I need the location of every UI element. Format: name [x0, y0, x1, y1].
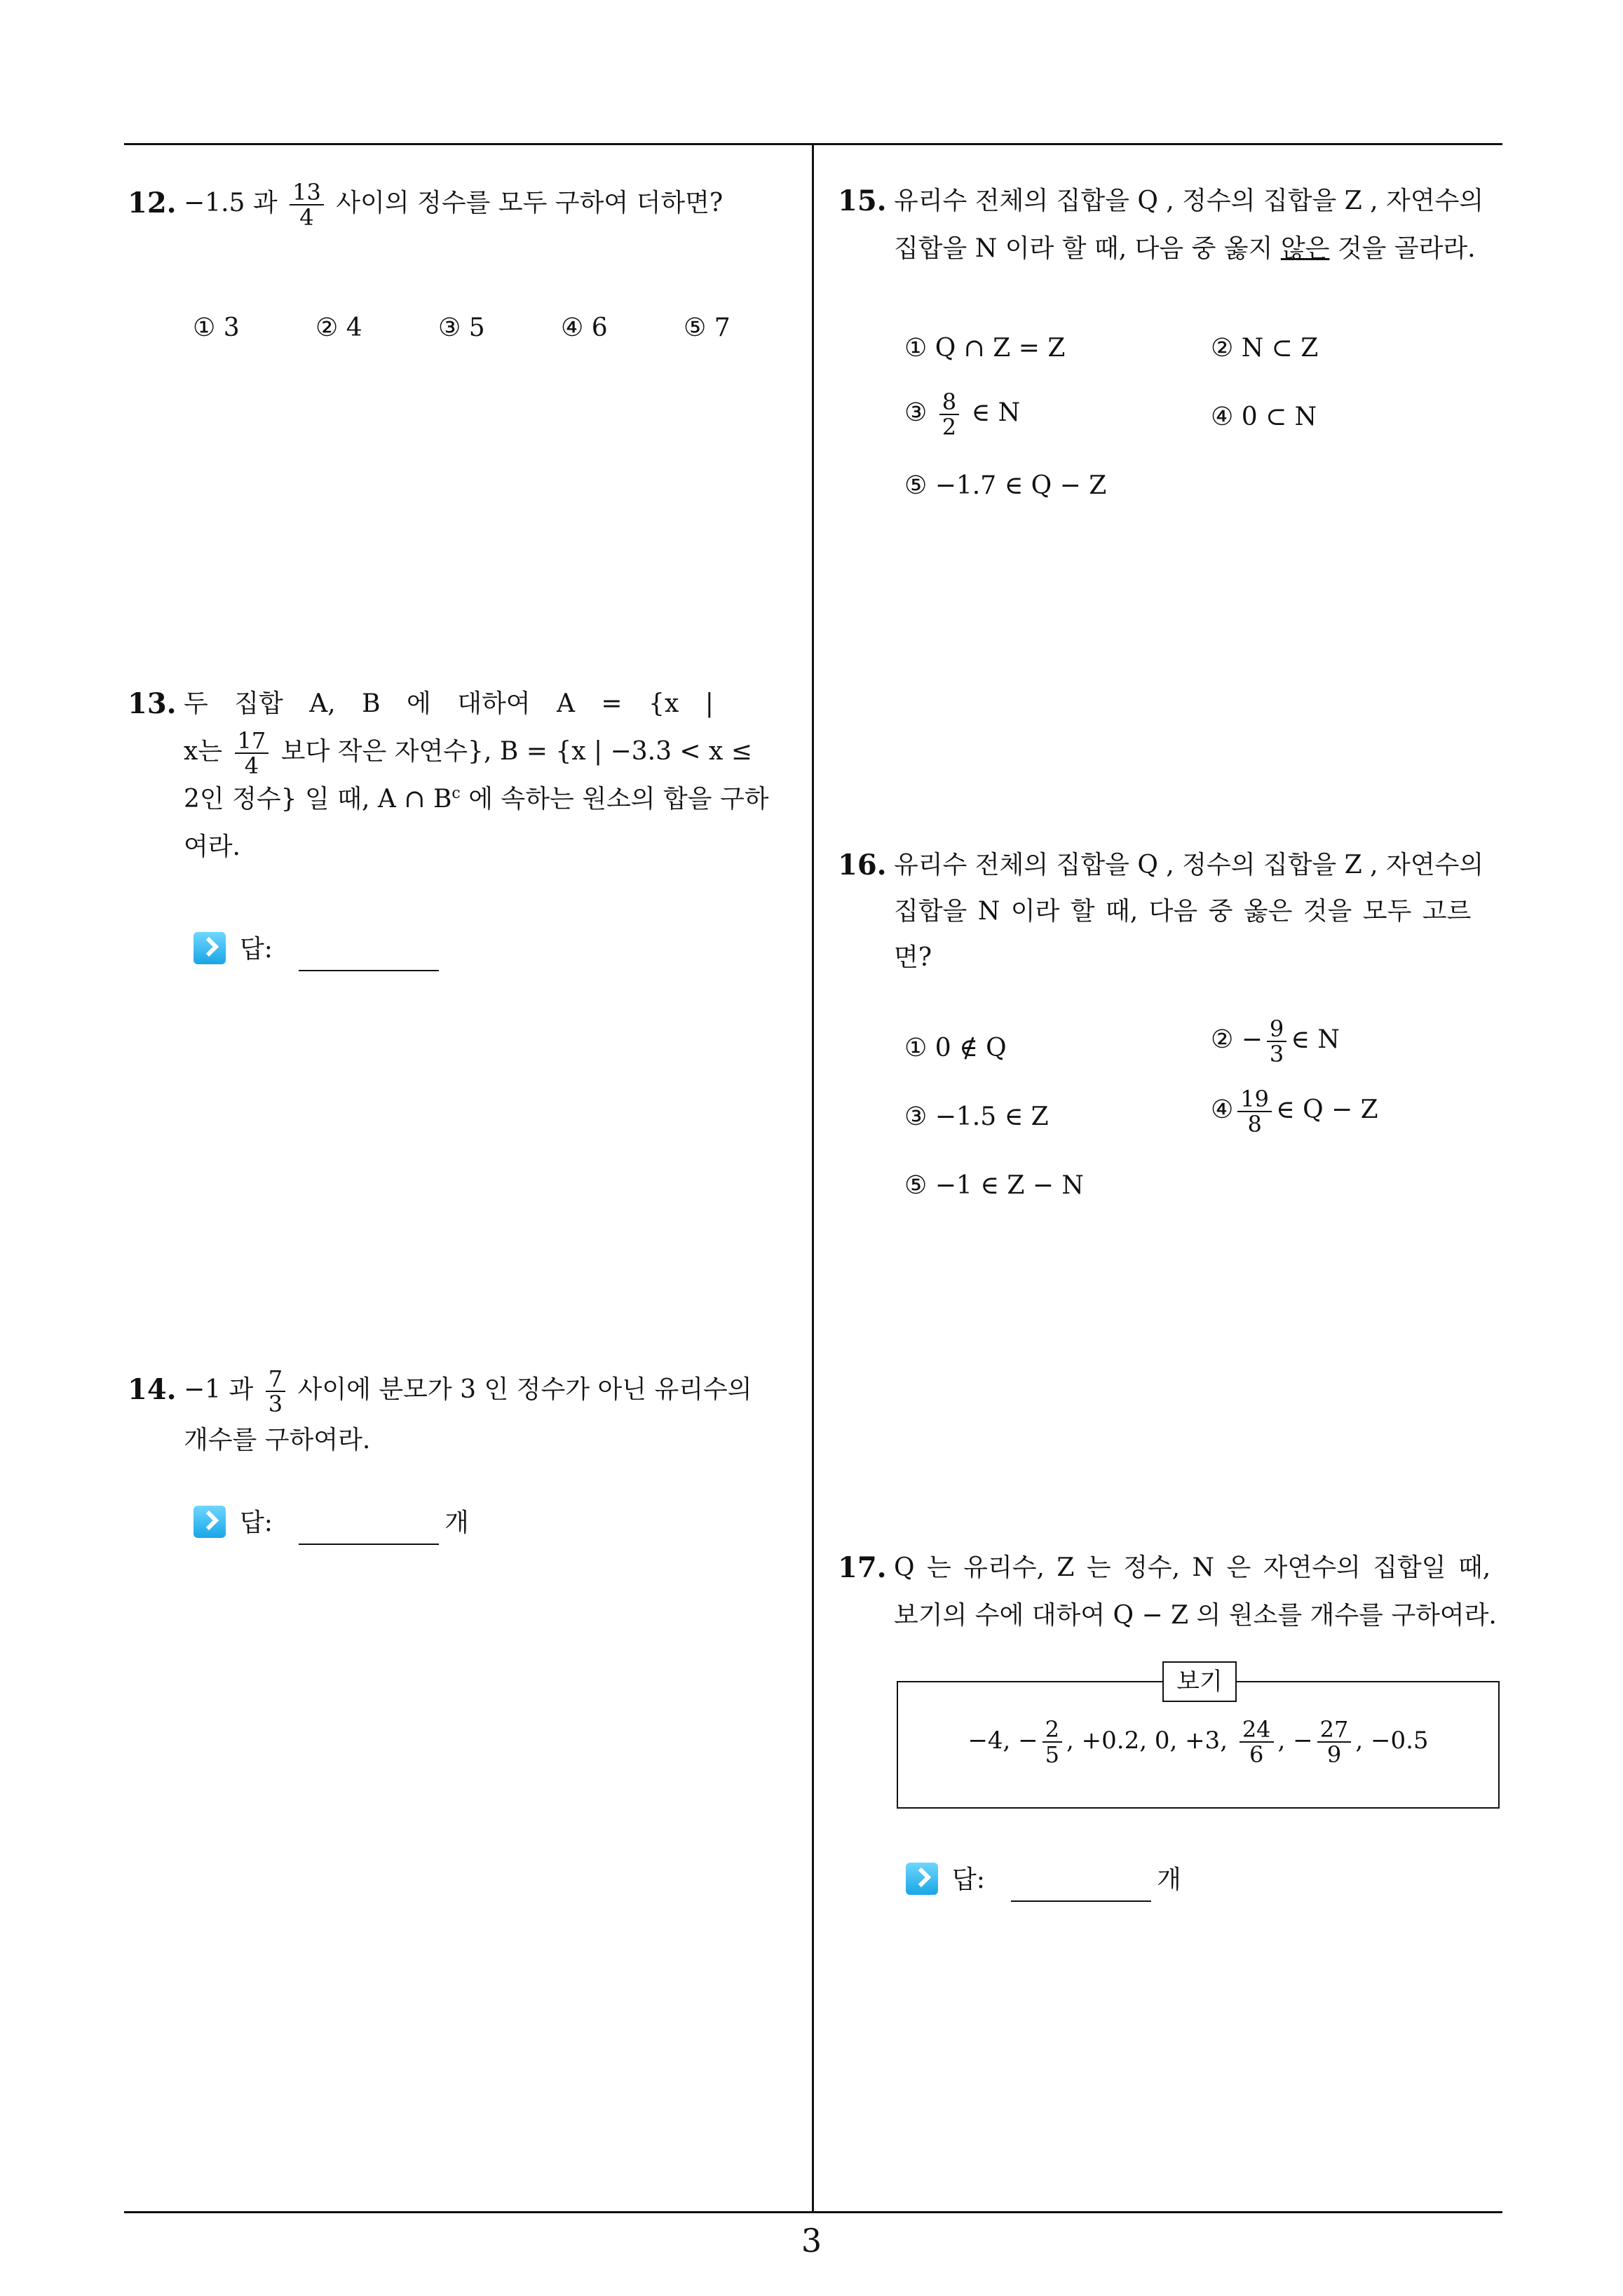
question-text: 개수를 구하여라.	[184, 1426, 371, 1454]
choice-2[interactable]: ② N ⊂ Z	[1211, 334, 1319, 363]
question-text: −1 과	[184, 1375, 254, 1404]
question-text: 면?	[894, 943, 932, 972]
question-14	[128, 1366, 801, 1478]
choice-1[interactable]: ① 3	[193, 313, 240, 342]
answer-blank[interactable]	[299, 1544, 439, 1545]
choice-5[interactable]: ⑤ −1 ∈ Z − N	[904, 1171, 1084, 1200]
column-divider	[812, 144, 814, 2212]
question-text: −1.5 과	[184, 189, 278, 217]
answer-13	[193, 929, 544, 971]
question-text: 집합을 N 이라 할 때, 다음 중 옳지	[894, 234, 1281, 263]
question-text: 2인 정수} 일 때, A ∩ B	[184, 785, 452, 813]
question-text: 보기의 수에 대하여 Q − Z 의 원소를 개수를 구하여라.	[894, 1601, 1497, 1630]
question-17	[838, 1544, 1511, 1642]
answer-blank[interactable]	[299, 970, 439, 971]
superscript: c	[451, 785, 461, 802]
question-number: 12.	[128, 187, 177, 220]
answer-label: 답:	[240, 935, 273, 964]
example-box-title: 보기	[1162, 1661, 1237, 1702]
choice-4[interactable]: ④ $\frac{19}{8}$ ∈ Q − Z	[1211, 1086, 1378, 1137]
choice-2[interactable]: ② 4	[315, 313, 362, 342]
answer-17	[906, 1860, 1256, 1902]
underlined-text: 않은	[1280, 234, 1330, 263]
question-text: 두 집합 A, B 에 대하여 A = {x |	[184, 689, 714, 718]
answer-14	[193, 1503, 544, 1545]
chevron-right-icon	[193, 932, 226, 964]
answer-unit: 개	[1157, 1865, 1181, 1894]
question-number: 15.	[838, 184, 887, 217]
choice-1[interactable]: ① Q ∩ Z = Z	[904, 334, 1066, 363]
answer-unit: 개	[444, 1508, 469, 1537]
question-text: x는	[184, 737, 223, 766]
fraction: $\frac{17}{4}$	[235, 729, 269, 778]
answer-label: 답:	[952, 1865, 985, 1894]
question-text: 유리수 전체의 집합을 Q , 정수의 집합을 Z , 자연수의	[894, 851, 1484, 879]
choice-5[interactable]: ⑤ 7	[684, 313, 731, 342]
question-text: 보다 작은 자연수}, B = {x | −3.3 < x ≤	[280, 737, 752, 766]
question-16	[838, 842, 1511, 989]
bottom-rule	[124, 2211, 1502, 2213]
chevron-right-icon	[193, 1506, 226, 1538]
answer-blank[interactable]	[1011, 1900, 1151, 1902]
question-13	[128, 680, 801, 891]
question-number: 16.	[838, 849, 887, 882]
example-items: −4, − $\frac{2}{5}$ , +0.2, 0, +3, $\frac{24}{6}$ , − $\frac{27}{9}$ , −0.5	[967, 1716, 1429, 1768]
choice-2[interactable]: ② − $\frac{9}{3}$ ∈ N	[1211, 1015, 1340, 1067]
question-text: 유리수 전체의 집합을 Q , 정수의 집합을 Z , 자연수의	[894, 187, 1484, 215]
fraction: $\frac{13}{4}$	[290, 180, 324, 229]
answer-label: 답:	[240, 1508, 273, 1537]
question-text: 사이의 정수를 모두 구하여 더하면?	[336, 189, 724, 217]
choice-3[interactable]: ③ $\frac{8}{2}$ ∈ N	[904, 389, 1021, 440]
question-text: 여라.	[184, 832, 240, 861]
choice-4[interactable]: ④ 0 ⊂ N	[1211, 403, 1317, 431]
question-text: 집합을 N 이라 할 때, 다음 중 옳은 것을 모두 고르	[894, 897, 1472, 926]
question-number: 13.	[128, 687, 177, 720]
choice-3[interactable]: ③ −1.5 ∈ Z	[904, 1102, 1049, 1131]
page-number: 3	[801, 2222, 822, 2260]
choice-4[interactable]: ④ 6	[561, 313, 608, 342]
chevron-right-icon	[906, 1863, 938, 1895]
fraction: $\frac{7}{3}$	[266, 1367, 285, 1416]
choice-5[interactable]: ⑤ −1.7 ∈ Q − Z	[904, 471, 1107, 500]
question-15	[838, 177, 1511, 283]
choice-1[interactable]: ① 0 ∉ Q	[904, 1034, 1007, 1062]
choice-3[interactable]: ③ 5	[438, 313, 485, 342]
question-number: 14.	[128, 1373, 177, 1406]
question-number: 17.	[838, 1551, 887, 1584]
question-text: 에 속하는 원소의 합을 구하	[468, 785, 769, 813]
question-text: 것을 골라라.	[1329, 234, 1476, 263]
question-text: Q 는 유리수, Z 는 정수, N 은 자연수의 집합일 때,	[894, 1553, 1491, 1582]
question-text: 사이에 분모가 3 인 정수가 아닌 유리수의	[297, 1375, 752, 1404]
example-box	[897, 1668, 1500, 1809]
